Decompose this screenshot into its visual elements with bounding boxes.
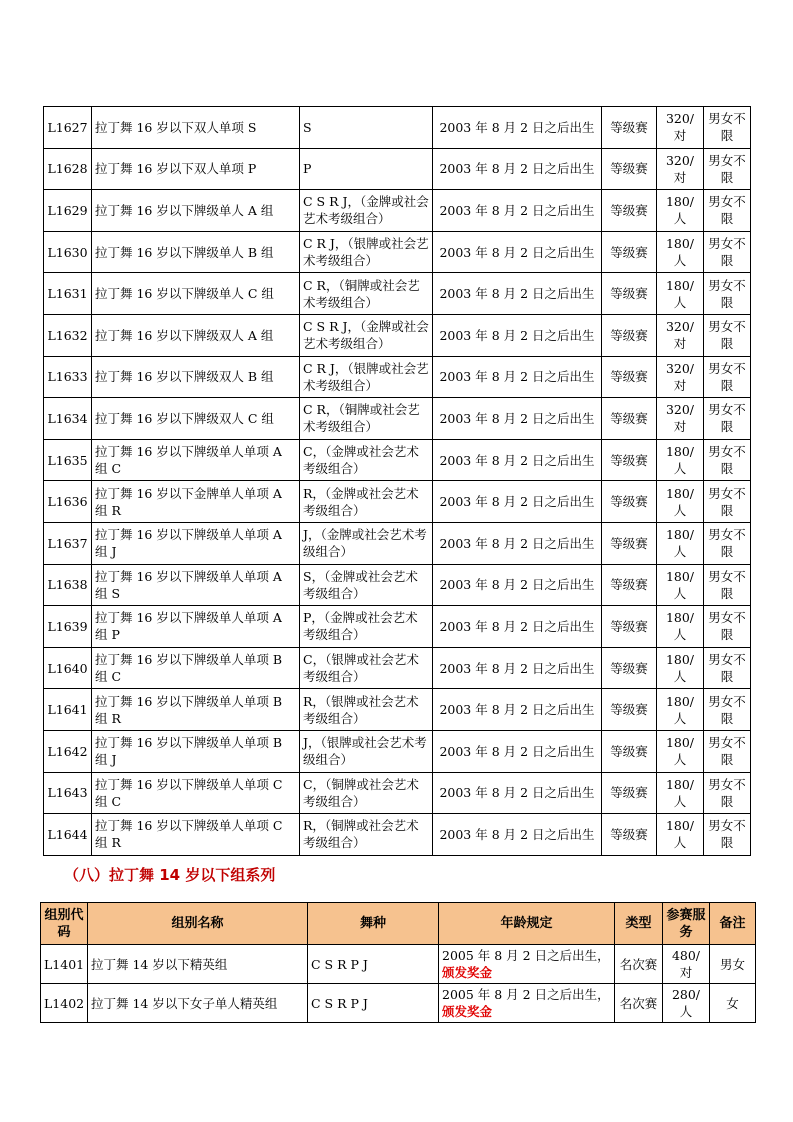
table-row (44, 647, 751, 689)
table-row (44, 314, 751, 356)
header-fee: 参赛服务 (663, 903, 710, 945)
competition-type: 等级赛 (602, 647, 657, 689)
age-rule: 2003 年 8 月 2 日之后出生 (433, 647, 602, 689)
remark: 男女不限 (704, 107, 751, 149)
competition-type: 等级赛 (602, 772, 657, 814)
group-name: 拉丁舞 16 岁以下牌级单人单项 A 组 P (92, 606, 300, 648)
group-name: 拉丁舞 16 岁以下牌级单人单项 A 组 S (92, 564, 300, 606)
entry-fee: 320/对 (657, 107, 704, 149)
dance-type: R，（银牌或社会艺术考级组合） (300, 689, 433, 731)
group-code: L1633 (44, 356, 92, 398)
table-row (44, 148, 751, 190)
dance-type: C S R P J (308, 945, 439, 984)
group-name: 拉丁舞 16 岁以下牌级单人单项 C 组 C (92, 772, 300, 814)
entry-fee: 180/人 (657, 273, 704, 315)
award-note: 颁发奖金 (442, 965, 493, 980)
entry-fee: 180/人 (657, 689, 704, 731)
group-code: L1627 (44, 107, 92, 149)
age-rule: 2003 年 8 月 2 日之后出生 (433, 190, 602, 232)
table-row (44, 730, 751, 772)
entry-fee: 180/人 (657, 231, 704, 273)
age-rule-text: 2005 年 8 月 2 日之后出生， (442, 948, 610, 963)
dance-type: P (300, 148, 433, 190)
competition-type: 等级赛 (602, 314, 657, 356)
dance-type: C，（铜牌或社会艺术考级组合） (300, 772, 433, 814)
remark: 男女不限 (704, 564, 751, 606)
entry-fee: 180/人 (657, 522, 704, 564)
group-name: 拉丁舞 16 岁以下牌级单人 C 组 (92, 273, 300, 315)
group-code: L1637 (44, 522, 92, 564)
table-row (44, 439, 751, 481)
age-rule: 2003 年 8 月 2 日之后出生 (433, 772, 602, 814)
remark: 男女不限 (704, 522, 751, 564)
table-row (41, 984, 756, 1023)
entry-fee: 320/对 (657, 148, 704, 190)
group-code: L1402 (41, 984, 88, 1023)
table-row (44, 606, 751, 648)
group-name: 拉丁舞 16 岁以下牌级单人单项 B 组 C (92, 647, 300, 689)
age-rule: 2003 年 8 月 2 日之后出生 (433, 356, 602, 398)
group-code: L1401 (41, 945, 88, 984)
competition-type: 等级赛 (602, 814, 657, 856)
remark: 男女不限 (704, 148, 751, 190)
group-name: 拉丁舞 14 岁以下女子单人精英组 (88, 984, 308, 1023)
remark: 男女不限 (704, 772, 751, 814)
table-row (44, 107, 751, 149)
entry-fee: 320/对 (657, 356, 704, 398)
dance-type: C R J，（银牌或社会艺术考级组合） (300, 356, 433, 398)
dance-type: C R，（铜牌或社会艺术考级组合） (300, 398, 433, 440)
header-age: 年龄规定 (439, 903, 615, 945)
remark: 男女不限 (704, 814, 751, 856)
remark: 男女不限 (704, 689, 751, 731)
age-rule: 2003 年 8 月 2 日之后出生 (433, 564, 602, 606)
remark: 男女不限 (704, 273, 751, 315)
group-name: 拉丁舞 16 岁以下牌级单人 A 组 (92, 190, 300, 232)
remark: 男女 (710, 945, 756, 984)
dance-type: R，（金牌或社会艺术考级组合） (300, 481, 433, 523)
dance-type: C S R P J (308, 984, 439, 1023)
competition-type: 等级赛 (602, 564, 657, 606)
latin-14-table (40, 902, 756, 1023)
group-name: 拉丁舞 16 岁以下牌级双人 B 组 (92, 356, 300, 398)
section-title: （八）拉丁舞 14 岁以下组系列 (64, 866, 276, 884)
table-row (44, 564, 751, 606)
header-row (41, 903, 756, 945)
age-rule: 2003 年 8 月 2 日之后出生 (433, 107, 602, 149)
latin-16-table (43, 106, 751, 856)
age-rule: 2003 年 8 月 2 日之后出生 (433, 231, 602, 273)
competition-type: 等级赛 (602, 148, 657, 190)
entry-fee: 180/人 (657, 606, 704, 648)
remark: 女 (710, 984, 756, 1023)
age-rule: 2003 年 8 月 2 日之后出生 (433, 814, 602, 856)
competition-type: 等级赛 (602, 730, 657, 772)
entry-fee: 180/人 (657, 647, 704, 689)
entry-fee: 180/人 (657, 439, 704, 481)
header-name: 组别名称 (88, 903, 308, 945)
remark: 男女不限 (704, 398, 751, 440)
entry-fee: 180/人 (657, 190, 704, 232)
entry-fee: 180/人 (657, 564, 704, 606)
competition-type: 名次赛 (615, 945, 663, 984)
remark: 男女不限 (704, 481, 751, 523)
age-rule: 2003 年 8 月 2 日之后出生 (433, 148, 602, 190)
age-rule: 2003 年 8 月 2 日之后出生 (433, 273, 602, 315)
header-type: 类型 (615, 903, 663, 945)
header-note: 备注 (710, 903, 756, 945)
entry-fee: 320/对 (657, 398, 704, 440)
table-row (44, 231, 751, 273)
dance-type: J，（金牌或社会艺术考级组合） (300, 522, 433, 564)
dance-type: C，（银牌或社会艺术考级组合） (300, 647, 433, 689)
entry-fee: 180/人 (657, 772, 704, 814)
table-row (44, 190, 751, 232)
group-name: 拉丁舞 16 岁以下双人单项 S (92, 107, 300, 149)
group-name: 拉丁舞 16 岁以下牌级单人单项 B 组 R (92, 689, 300, 731)
entry-fee: 480/对 (663, 945, 710, 984)
table-row (44, 356, 751, 398)
group-code: L1641 (44, 689, 92, 731)
competition-type: 等级赛 (602, 231, 657, 273)
entry-fee: 180/人 (657, 814, 704, 856)
remark: 男女不限 (704, 231, 751, 273)
group-name: 拉丁舞 16 岁以下金牌单人单项 A 组 R (92, 481, 300, 523)
competition-type: 等级赛 (602, 273, 657, 315)
group-name: 拉丁舞 16 岁以下牌级单人单项 B 组 J (92, 730, 300, 772)
group-name: 拉丁舞 16 岁以下双人单项 P (92, 148, 300, 190)
group-code: L1632 (44, 314, 92, 356)
entry-fee: 280/人 (663, 984, 710, 1023)
latin-14-table-body (41, 945, 756, 1023)
group-code: L1640 (44, 647, 92, 689)
age-rule-text: 2005 年 8 月 2 日之后出生， (442, 987, 610, 1002)
entry-fee: 180/人 (657, 481, 704, 523)
age-rule: 2003 年 8 月 2 日之后出生 (433, 314, 602, 356)
group-name: 拉丁舞 16 岁以下牌级单人 B 组 (92, 231, 300, 273)
competition-type: 等级赛 (602, 689, 657, 731)
group-name: 拉丁舞 14 岁以下精英组 (88, 945, 308, 984)
dance-type: C，（金牌或社会艺术考级组合） (300, 439, 433, 481)
group-code: L1643 (44, 772, 92, 814)
competition-type: 等级赛 (602, 522, 657, 564)
dance-type: S，（金牌或社会艺术考级组合） (300, 564, 433, 606)
competition-type: 等级赛 (602, 107, 657, 149)
competition-type: 等级赛 (602, 190, 657, 232)
competition-type: 等级赛 (602, 439, 657, 481)
age-rule: 2003 年 8 月 2 日之后出生 (433, 398, 602, 440)
group-code: L1639 (44, 606, 92, 648)
group-name: 拉丁舞 16 岁以下牌级单人单项 A 组 C (92, 439, 300, 481)
group-name: 拉丁舞 16 岁以下牌级双人 C 组 (92, 398, 300, 440)
group-code: L1642 (44, 730, 92, 772)
remark: 男女不限 (704, 356, 751, 398)
award-note: 颁发奖金 (442, 1004, 493, 1019)
entry-fee: 320/对 (657, 314, 704, 356)
age-rule (439, 945, 615, 984)
header-code: 组别代码 (41, 903, 88, 945)
dance-type: R，（铜牌或社会艺术考级组合） (300, 814, 433, 856)
table-row (44, 273, 751, 315)
table-row (44, 814, 751, 856)
remark: 男女不限 (704, 647, 751, 689)
competition-type: 名次赛 (615, 984, 663, 1023)
group-code: L1628 (44, 148, 92, 190)
group-code: L1636 (44, 481, 92, 523)
dance-type: C R J，（银牌或社会艺术考级组合） (300, 231, 433, 273)
table-row (44, 772, 751, 814)
table-row (44, 689, 751, 731)
group-name: 拉丁舞 16 岁以下牌级双人 A 组 (92, 314, 300, 356)
dance-type: C S R J，（金牌或社会艺术考级组合） (300, 314, 433, 356)
competition-type: 等级赛 (602, 356, 657, 398)
competition-type: 等级赛 (602, 398, 657, 440)
remark: 男女不限 (704, 730, 751, 772)
table-row (44, 481, 751, 523)
dance-type: S (300, 107, 433, 149)
remark: 男女不限 (704, 606, 751, 648)
group-code: L1634 (44, 398, 92, 440)
age-rule: 2003 年 8 月 2 日之后出生 (433, 689, 602, 731)
header-dance: 舞种 (308, 903, 439, 945)
group-code: L1635 (44, 439, 92, 481)
group-code: L1629 (44, 190, 92, 232)
group-code: L1638 (44, 564, 92, 606)
age-rule: 2003 年 8 月 2 日之后出生 (433, 522, 602, 564)
remark: 男女不限 (704, 314, 751, 356)
dance-type: P，（金牌或社会艺术考级组合） (300, 606, 433, 648)
latin-16-table-body (44, 107, 751, 856)
competition-type: 等级赛 (602, 481, 657, 523)
age-rule: 2003 年 8 月 2 日之后出生 (433, 606, 602, 648)
group-code: L1644 (44, 814, 92, 856)
group-name: 拉丁舞 16 岁以下牌级单人单项 A 组 J (92, 522, 300, 564)
age-rule: 2003 年 8 月 2 日之后出生 (433, 481, 602, 523)
entry-fee: 180/人 (657, 730, 704, 772)
group-code: L1631 (44, 273, 92, 315)
remark: 男女不限 (704, 190, 751, 232)
dance-type: C S R J，（金牌或社会艺术考级组合） (300, 190, 433, 232)
age-rule: 2003 年 8 月 2 日之后出生 (433, 439, 602, 481)
dance-type: C R，（铜牌或社会艺术考级组合） (300, 273, 433, 315)
dance-type: J，（银牌或社会艺术考级组合） (300, 730, 433, 772)
competition-type: 等级赛 (602, 606, 657, 648)
age-rule (439, 984, 615, 1023)
age-rule: 2003 年 8 月 2 日之后出生 (433, 730, 602, 772)
table-row (41, 945, 756, 984)
group-name: 拉丁舞 16 岁以下牌级单人单项 C 组 R (92, 814, 300, 856)
group-code: L1630 (44, 231, 92, 273)
remark: 男女不限 (704, 439, 751, 481)
table-row (44, 522, 751, 564)
table-row (44, 398, 751, 440)
